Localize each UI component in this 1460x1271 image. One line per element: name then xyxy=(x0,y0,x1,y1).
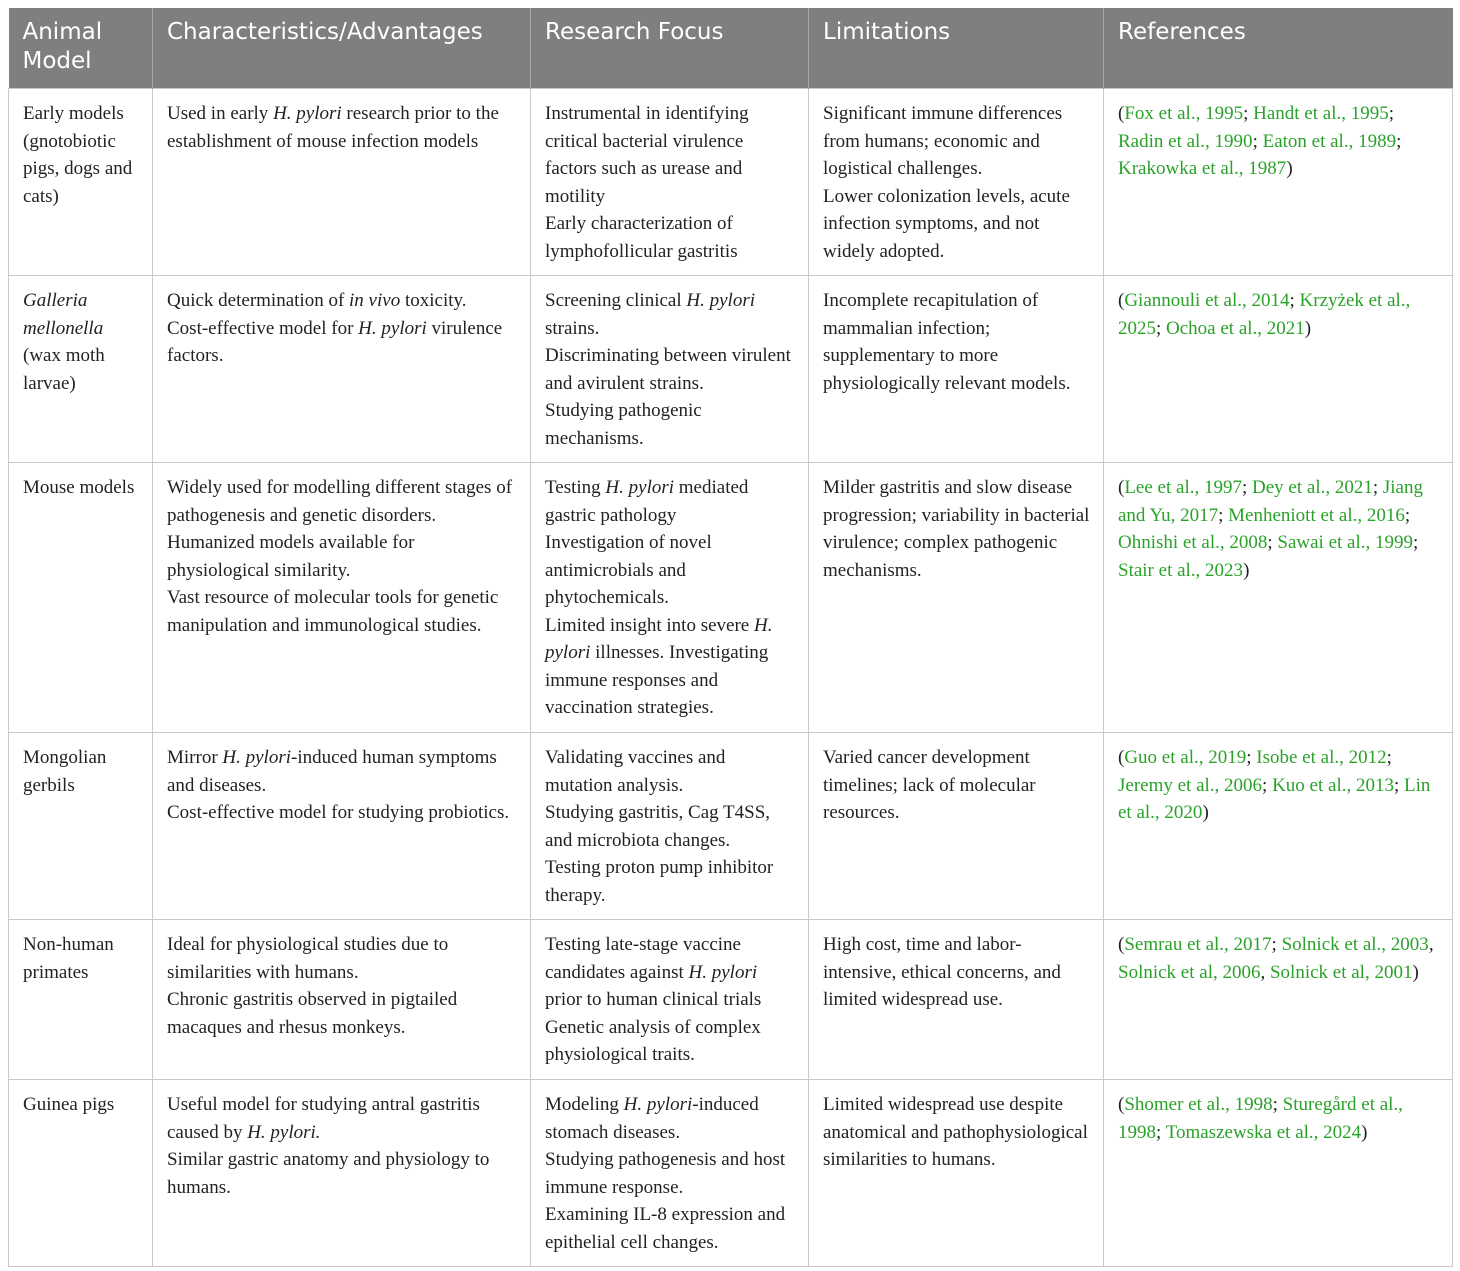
reference-link[interactable]: Lin et al., 2020 xyxy=(1118,774,1431,823)
reference-link[interactable]: Isobe et al., 2012 xyxy=(1256,747,1387,768)
cell-model: Guinea pigs xyxy=(9,1080,153,1267)
reference-link[interactable]: Ochoa et al., 2021 xyxy=(1166,317,1305,339)
cell-model: Mouse models xyxy=(9,463,153,733)
table-row-mongolian-gerbils xyxy=(9,733,1453,920)
animal-models-table xyxy=(8,8,1453,1267)
reference-link[interactable]: Handt et al., 1995 xyxy=(1253,103,1389,124)
reference-link[interactable]: Solnick et al., 2003 xyxy=(1281,934,1429,955)
reference-link[interactable]: Menheniott et al., 2016 xyxy=(1228,504,1405,526)
cell-limitations: High cost, time and labor-intensive, ethical concerns, and limited widespread use. xyxy=(809,920,1104,1080)
reference-link[interactable]: Stair et al., 2023 xyxy=(1118,559,1244,581)
reference-link[interactable]: Giannouli et al., 2014 xyxy=(1124,290,1290,311)
cell-characteristics: Widely used for modelling different stages of pathogenesis and genetic disorders. Humanized models available for physiological similarity. Vast resource of molecular tools for genetic manipulation and immunological studies. xyxy=(153,463,531,733)
reference-link[interactable]: Radin et al., 1990 xyxy=(1118,130,1253,152)
cell-focus: Validating vaccines and mutation analysis. Studying gastritis, Cag T4SS, and microbiota changes. Testing proton pump inhibitor therapy. xyxy=(531,733,809,920)
table-row-guinea-pigs xyxy=(9,1080,1453,1267)
cell-focus: Instrumental in identifying critical bacterial virulence factors such as urease and motility Early characterization of lymphofollicular gastritis xyxy=(531,89,809,276)
cell-references: (Giannouli et al., 2014; Krzyżek et al., 2025; Ochoa et al., 2021) xyxy=(1104,276,1453,463)
header-row xyxy=(9,8,1453,89)
cell-limitations: Varied cancer development timelines; lack of molecular resources. xyxy=(809,733,1104,920)
cell-model: Early models (gnotobiotic pigs, dogs and cats) xyxy=(9,89,153,276)
header-references: References xyxy=(1104,8,1453,89)
cell-references: (Guo et al., 2019; Isobe et al., 2012; Jeremy et al., 2006; Kuo et al., 2013; Lin et al., 2020) xyxy=(1104,733,1453,920)
cell-references: (Shomer et al., 1998; Sturegård et al., 1998; Tomaszewska et al., 2024) xyxy=(1104,1080,1453,1267)
cell-limitations: Milder gastritis and slow disease progression; variability in bacterial virulence; complex pathogenic mechanisms. xyxy=(809,463,1104,733)
cell-characteristics: Used in early H. pylori research prior to the establishment of mouse infection models xyxy=(153,89,531,276)
reference-link[interactable]: Kuo et al., 2013 xyxy=(1272,774,1394,796)
cell-model: Non-human primates xyxy=(9,920,153,1080)
header-animal-model: Animal Model xyxy=(9,8,153,89)
cell-characteristics: Quick determination of in vivo toxicity. Cost-effective model for H. pylori virulence factors. xyxy=(153,276,531,463)
reference-link[interactable]: Krzyżek et al., 2025 xyxy=(1118,290,1411,339)
reference-link[interactable]: Solnick et al, 2006 xyxy=(1118,961,1261,983)
reference-link[interactable]: Eaton et al., 1989 xyxy=(1262,130,1397,152)
reference-link[interactable]: Shomer et al., 1998 xyxy=(1124,1094,1273,1115)
cell-limitations: Incomplete recapitulation of mammalian infection; supplementary to more physiologically relevant models. xyxy=(809,276,1104,463)
header-research-focus: Research Focus xyxy=(531,8,809,89)
reference-link[interactable]: Semrau et al., 2017 xyxy=(1124,934,1272,955)
header-characteristics: Characteristics/Advantages xyxy=(153,8,531,89)
reference-link[interactable]: Solnick et al, 2001 xyxy=(1269,961,1413,983)
cell-focus: Modeling H. pylori-induced stomach diseases. Studying pathogenesis and host immune response. Examining IL-8 expression and epithelial cell changes. xyxy=(531,1080,809,1267)
cell-focus: Testing late-stage vaccine candidates against H. pylori prior to human clinical trials Genetic analysis of complex physiological traits. xyxy=(531,920,809,1080)
reference-link[interactable]: Tomaszewska et al., 2024 xyxy=(1165,1121,1362,1143)
reference-link[interactable]: Guo et al., 2019 xyxy=(1124,747,1247,768)
reference-link[interactable]: Lee et al., 1997 xyxy=(1124,477,1242,498)
cell-limitations: Limited widespread use despite anatomical and pathophysiological similarities to humans. xyxy=(809,1080,1104,1267)
reference-link[interactable]: Krakowka et al., 1987 xyxy=(1118,158,1287,179)
cell-focus: Testing H. pylori mediated gastric pathology Investigation of novel antimicrobials and phytochemicals. Limited insight into severe H. pylori illnesses. Investigating immune responses and vaccination strategies. xyxy=(531,463,809,733)
reference-link[interactable]: Sawai et al., 1999 xyxy=(1277,532,1413,553)
reference-link[interactable]: Jeremy et al., 2006 xyxy=(1118,774,1263,796)
table-row-early-models xyxy=(9,89,1453,276)
reference-link[interactable]: Ohnishi et al., 2008 xyxy=(1118,532,1268,553)
cell-references: (Fox et al., 1995; Handt et al., 1995; Radin et al., 1990; Eaton et al., 1989; Krakowka et al., 1987) xyxy=(1104,89,1453,276)
cell-model: Galleria mellonella (wax moth larvae) xyxy=(9,276,153,463)
reference-link[interactable]: Jiang and Yu, 2017 xyxy=(1118,477,1423,526)
reference-link[interactable]: Sturegård et al., 1998 xyxy=(1118,1094,1403,1143)
header-limitations: Limitations xyxy=(809,8,1104,89)
table-row-galleria xyxy=(9,276,1453,463)
cell-focus: Screening clinical H. pylori strains. Discriminating between virulent and avirulent strains. Studying pathogenic mechanisms. xyxy=(531,276,809,463)
cell-characteristics: Ideal for physiological studies due to similarities with humans. Chronic gastritis observed in pigtailed macaques and rhesus monkeys. xyxy=(153,920,531,1080)
cell-characteristics: Mirror H. pylori-induced human symptoms and diseases. Cost-effective model for studying probiotics. xyxy=(153,733,531,920)
cell-references: (Semrau et al., 2017; Solnick et al., 2003, Solnick et al, 2006, Solnick et al, 2001) xyxy=(1104,920,1453,1080)
reference-link[interactable]: Fox et al., 1995 xyxy=(1124,103,1244,124)
table-wrapper xyxy=(8,8,1452,1267)
cell-limitations: Significant immune differences from humans; economic and logistical challenges. Lower colonization levels, acute infection symptoms, and not widely adopted. xyxy=(809,89,1104,276)
reference-link[interactable]: Dey et al., 2021 xyxy=(1252,477,1373,498)
cell-model: Mongolian gerbils xyxy=(9,733,153,920)
table-row-non-human-primates xyxy=(9,920,1453,1080)
table-row-mouse-models xyxy=(9,463,1453,733)
cell-characteristics: Useful model for studying antral gastritis caused by H. pylori. Similar gastric anatomy and physiology to humans. xyxy=(153,1080,531,1267)
cell-references: (Lee et al., 1997; Dey et al., 2021; Jiang and Yu, 2017; Menheniott et al., 2016; Ohnishi et al., 2008; Sawai et al., 1999; Stair et al., 2023) xyxy=(1104,463,1453,733)
